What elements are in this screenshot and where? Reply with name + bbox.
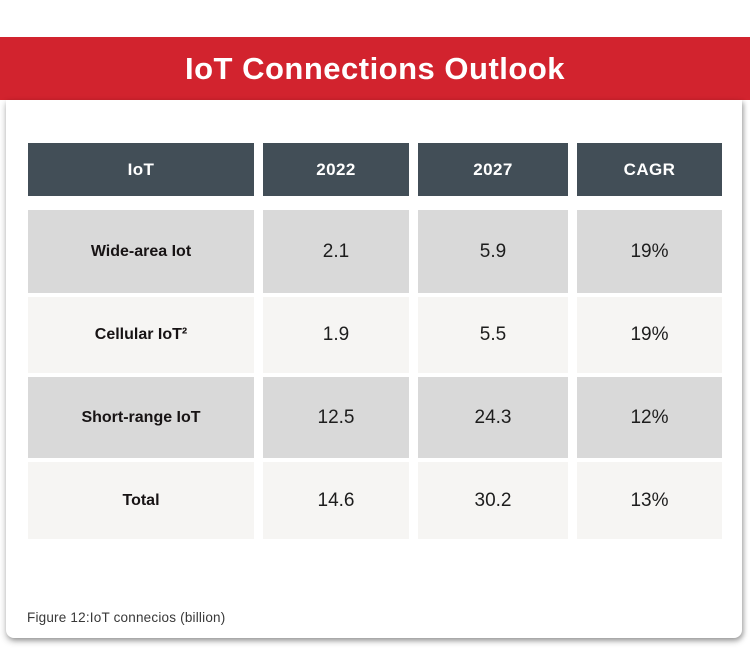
value-cell: 14.6 [263,462,409,539]
row-label-cell: Total [28,462,254,539]
header-cell-2022: 2022 [263,143,409,196]
value-cell: 1.9 [263,297,409,373]
title-banner [0,37,750,100]
page-title: IoT Connections Outlook [184,50,566,86]
value-cell: 5.5 [418,297,568,373]
figure-caption: Figure 12:IoT connecios (billion) [27,610,226,625]
table-card [6,100,742,638]
table-header-row [28,143,722,196]
row-label-cell: Short-range IoT [28,377,254,458]
value-cell: 2.1 [263,210,409,293]
row-label-cell: Wide-area Iot [28,210,254,293]
value-cell: 5.9 [418,210,568,293]
value-cell: 13% [577,462,722,539]
header-cell-cagr: CAGR [577,143,722,196]
value-cell: 19% [577,210,722,293]
value-cell: 30.2 [418,462,568,539]
value-cell: 19% [577,297,722,373]
value-cell: 24.3 [418,377,568,458]
row-label-cell: Cellular IoT² [28,297,254,373]
header-cell-2027: 2027 [418,143,568,196]
iot-table [28,143,722,539]
value-cell: 12.5 [263,377,409,458]
value-cell: 12% [577,377,722,458]
table-body [28,210,722,539]
header-cell-iot: IoT [28,143,254,196]
